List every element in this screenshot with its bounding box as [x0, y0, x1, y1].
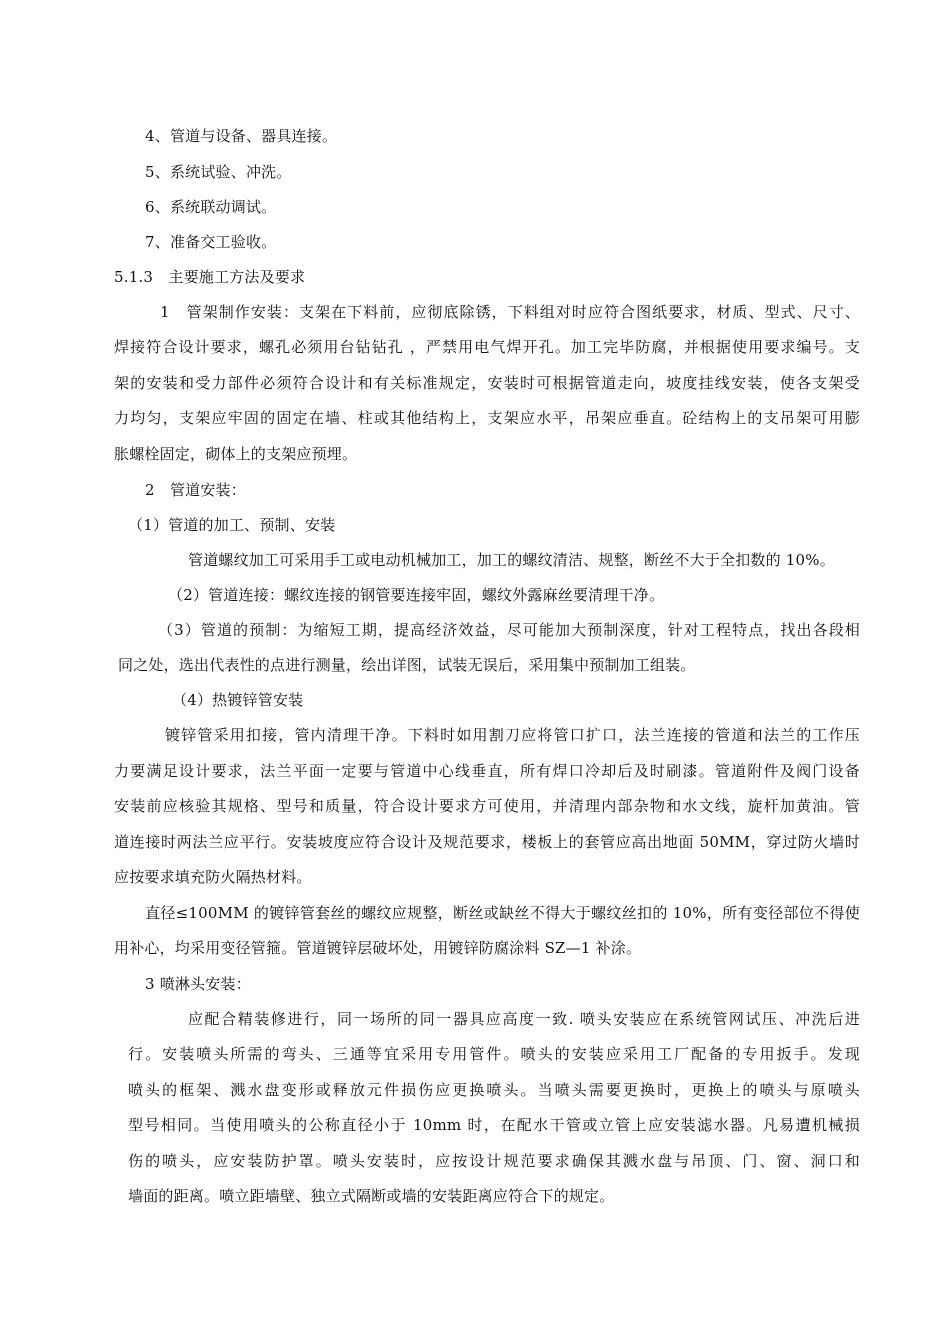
- paragraph-line: 喷头的框架、溅水盘变形或释放元件损伤应更换喷头。当喷头需要更换时，更换上的喷头与原喷头: [128, 1081, 860, 1099]
- paragraph-line: 应按要求填充防火隔热材料。: [114, 868, 312, 886]
- paragraph-line: （2）管道连接：螺纹连接的钢管要连接牢固，螺纹外露麻丝要清理干净。: [168, 586, 665, 604]
- paragraph-line: 应配合精装修进行，同一场所的同一器具应高度一致. 喷头安装应在系统管网试压、冲洗后进: [188, 1010, 860, 1028]
- sub-heading: （1）管道的加工、预制、安装: [128, 516, 336, 534]
- paragraph-line: 架的安装和受力部件必须符合设计和有关标准规定，安装时可根据管道走向，坡度挂线安装，使各支架受: [114, 374, 860, 392]
- paragraph-line: 型号相同。当使用喷头的公称直径小于 10mm 时，在配水干管或立管上应安装滤水器。凡易遭机械损: [128, 1116, 860, 1134]
- paragraph-line: 同之处，选出代表性的点进行测量，绘出详图，试装无误后，采用集中预制加工组装。: [118, 656, 696, 674]
- paragraph-line: 用补心，均采用变径管箍。管道镀锌层破坏处，用镀锌防腐涂料 SZ—1 补涂。: [114, 939, 642, 957]
- item-heading: 2 管道安装：: [145, 481, 246, 499]
- step-item: 7、准备交工验收。: [145, 233, 277, 251]
- paragraph-line: 力要满足设计要求，法兰平面一定要与管道中心线垂直，所有焊口冷却后及时刷漆。管道附件及阀门设备: [114, 762, 860, 780]
- paragraph-line: 1 管架制作安装：支架在下料前，应彻底除锈，下料组对时应符合图纸要求，材质、型式、尺寸、: [160, 303, 860, 321]
- paragraph-line: 焊接符合设计要求，螺孔必须用台钻钻孔 ，严禁用电气焊开孔。加工完毕防腐，并根据使用要求编号。支: [114, 338, 860, 356]
- step-item: 6、系统联动调试。: [145, 198, 277, 216]
- paragraph-line: 力均匀，支架应牢固的固定在墙、柱或其他结构上，支架应水平，吊架应垂直。砼结构上的支吊架可用膨: [114, 409, 860, 427]
- paragraph-line: （3）管道的预制：为缩短工期，提高经济效益，尽可能加大预制深度，针对工程特点，找出各段相: [158, 621, 860, 639]
- paragraph-line: 行。安装喷头所需的弯头、三通等宜采用专用管件。喷头的安装应采用工厂配备的专用扳手。发现: [128, 1045, 860, 1063]
- paragraph-line: 镀锌管采用扣接，管内清理干净。下料时如用割刀应将管口扩口，法兰连接的管道和法兰的工作压: [165, 726, 860, 744]
- paragraph-line: 道连接时两法兰应平行。安装坡度应符合设计及规范要求，楼板上的套管应高出地面 50MM，穿过防火墙时: [114, 833, 860, 851]
- section-heading: 5.1.3 主要施工方法及要求: [114, 268, 306, 286]
- paragraph-line: 安装前应核验其规格、型号和质量，符合设计要求方可使用，并清理内部杂物和水文线，旋杆加黄油。管: [114, 797, 860, 815]
- paragraph-line: 伤的喷头，应安装防护罩。喷头安装时，应按设计规范要求确保其溅水盘与吊顶、门、窗、洞口和: [128, 1152, 860, 1170]
- paragraph-line: 墙面的距离。喷立距墙壁、独立式隔断或墙的安装距离应符合下的规定。: [128, 1187, 615, 1205]
- sub-heading: （4）热镀锌管安装: [172, 691, 304, 709]
- paragraph-line: 直径≤100MM 的镀锌管套丝的螺纹应规整，断丝或缺丝不得大于螺纹丝扣的 10%，所有变径部位不得使: [145, 904, 860, 922]
- step-item: 5、系统试验、冲洗。: [145, 163, 292, 181]
- paragraph-line: 管道螺纹加工可采用手工或电动机械加工，加工的螺纹清洁、规整，断丝不大于全扣数的 10%。: [188, 551, 835, 569]
- step-item: 4、管道与设备、器具连接。: [145, 127, 338, 145]
- item-heading: 3 喷淋头安装：: [145, 975, 251, 993]
- paragraph-line: 胀螺栓固定，砌体上的支架应预埋。: [114, 445, 358, 463]
